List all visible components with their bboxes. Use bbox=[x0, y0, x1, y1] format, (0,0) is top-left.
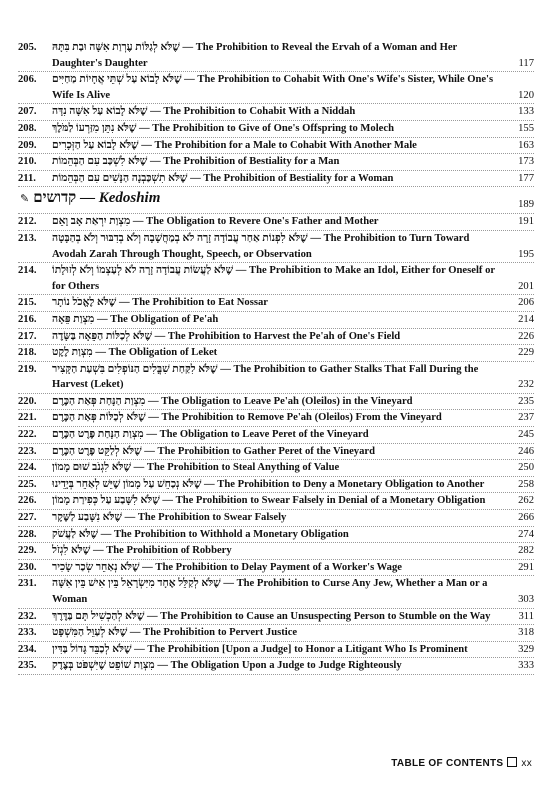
entry-text bbox=[52, 121, 498, 137]
entry-dash: — bbox=[184, 74, 195, 86]
entry-text bbox=[52, 171, 498, 187]
entry-dash: — bbox=[223, 578, 234, 590]
entry-text bbox=[52, 263, 498, 294]
toc-entry bbox=[18, 263, 534, 295]
entry-dash: — bbox=[95, 347, 106, 359]
entry-number: 214. bbox=[18, 265, 37, 277]
entry-page-number: 214 bbox=[518, 313, 534, 325]
entry-english: The Obligation of Pe'ah bbox=[110, 313, 219, 325]
entry-english: The Prohibition to Harvest the Pe'ah of One's Field bbox=[167, 330, 401, 342]
entry-number: 212. bbox=[18, 216, 37, 228]
entry-page-number: 250 bbox=[518, 462, 534, 474]
entry-dash: — bbox=[139, 122, 150, 134]
toc-entry bbox=[18, 40, 534, 72]
entry-number: 222. bbox=[18, 429, 37, 441]
entry-page-number: 232 bbox=[518, 379, 534, 391]
entry-number: 230. bbox=[18, 561, 37, 573]
entry-english: The Prohibition to Cohabit With One's Wife's Sister, While One's Wife Is Alive bbox=[52, 74, 494, 101]
entry-page-number: 163 bbox=[518, 139, 534, 151]
entry-dash: — bbox=[100, 528, 112, 540]
entry-number: 232. bbox=[18, 610, 37, 622]
entry-english: The Obligation of Leket bbox=[108, 347, 218, 359]
toc-entry bbox=[18, 625, 534, 642]
entry-hebrew: שֶׁלֹּא לְכַבֵּד גָּדוֹל בַּדִּין bbox=[52, 643, 132, 655]
entry-hebrew: שֶׁלֹּא נְאַחֵר שְׂכַר שָׂכִיר bbox=[52, 561, 140, 573]
entry-english: The Prohibition [Upon a Judge] to Honor a Litigant Who Is Prominent bbox=[147, 643, 468, 655]
entry-page-number: 266 bbox=[518, 512, 534, 524]
entry-text bbox=[52, 510, 498, 526]
entry-dash: — bbox=[310, 232, 321, 244]
entry-dash: — bbox=[144, 445, 155, 457]
entry-page-number: 311 bbox=[518, 610, 534, 622]
entry-number: 216. bbox=[18, 313, 37, 325]
running-footer bbox=[391, 757, 532, 769]
entry-english: The Prohibition to Cohabit With a Niddah bbox=[163, 106, 356, 118]
entry-hebrew: שֶׁלֹּא תִשְׁכַּבְנָה הַנָּשִׁים עִם הַבְּהֵמוֹת bbox=[52, 172, 188, 184]
toc-entry bbox=[18, 345, 534, 362]
entry-english: The Prohibition to Turn Toward Avodah Zarah Through Thought, Speech, or Observation bbox=[52, 232, 470, 260]
entry-text bbox=[52, 477, 498, 493]
entry-text bbox=[52, 625, 498, 641]
toc-entry bbox=[18, 658, 534, 675]
entry-text bbox=[52, 154, 498, 170]
entry-hebrew: שֶׁלֹּא לִשְׁכַּב עִם הַבְּהֵמוֹת bbox=[52, 156, 148, 168]
entry-text bbox=[52, 427, 498, 443]
entry-hebrew: מִצְוַת פֵּאָה bbox=[52, 313, 95, 325]
toc-entry bbox=[18, 642, 534, 659]
toc-entry bbox=[18, 231, 534, 263]
entry-hebrew: מִצְוַת שׁוֹפֵט שֶׁיִּשְׁפֹּט בְּצֶדֶק bbox=[52, 660, 155, 672]
toc-entry bbox=[18, 214, 534, 231]
entry-dash: — bbox=[133, 462, 145, 474]
entry-dash: — bbox=[235, 265, 247, 277]
entry-dash: — bbox=[204, 478, 215, 490]
entry-dash: — bbox=[141, 139, 152, 151]
entry-text bbox=[52, 345, 498, 361]
entry-number: 209. bbox=[18, 139, 37, 151]
section-dash: — bbox=[79, 190, 95, 207]
toc-entry bbox=[18, 295, 534, 312]
entry-number: 221. bbox=[18, 412, 37, 424]
entry-hebrew: שֶׁלֹּא לִפְנוֹת אַחַר עֲבוֹדָה זָרָה לֹא בְמַחֲשָׁבָה וְלֹא בְדִבּוּר וְלֹא בְהַבָּטָה bbox=[52, 232, 308, 244]
entry-english: The Prohibition to Gather Peret of the Vineyard bbox=[157, 445, 375, 457]
entry-dash: — bbox=[124, 512, 136, 524]
toc-entry bbox=[18, 410, 534, 427]
entry-text bbox=[52, 329, 498, 345]
entry-number: 225. bbox=[18, 478, 37, 490]
entry-hebrew: שֶׁלֹּא לְהַכְשִׁיל תָּם בַּדֶּרֶךְ bbox=[52, 610, 145, 622]
entry-list bbox=[18, 40, 534, 187]
entry-text bbox=[52, 72, 498, 103]
entry-hebrew: מִצְוַת הַנָּחַת פְּאַת הַכֶּרֶם bbox=[52, 395, 146, 407]
entry-text bbox=[52, 609, 498, 625]
entry-number: 213. bbox=[18, 232, 37, 244]
section-page-number: 189 bbox=[518, 199, 534, 211]
entry-number: 231. bbox=[18, 578, 37, 590]
entry-english: The Prohibition to Make an Idol, Either for Oneself or for Others bbox=[52, 265, 495, 292]
entry-page-number: 246 bbox=[518, 445, 534, 457]
entry-english: The Prohibition to Remove Pe'ah (Oleilos) From the Vineyard bbox=[161, 412, 442, 424]
toc-entry bbox=[18, 312, 534, 329]
entry-page-number: 329 bbox=[518, 643, 534, 655]
entry-page-number: 291 bbox=[518, 561, 534, 573]
toc-entry bbox=[18, 493, 534, 510]
toc-entry bbox=[18, 460, 534, 477]
entry-page-number: 282 bbox=[518, 545, 534, 557]
entry-text bbox=[52, 444, 498, 460]
entry-text bbox=[52, 543, 498, 559]
entry-english: The Prohibition to Delay Payment of a Worker's Wage bbox=[155, 561, 402, 573]
entry-hebrew: שֶׁלֹּא נִתֵּן מִזַּרְעוֹ לַמֹּלֶךְ bbox=[52, 122, 137, 134]
entry-page-number: 318 bbox=[518, 627, 534, 639]
entry-english: The Obligation to Leave Pe'ah (Oleilos) in the Vineyard bbox=[161, 395, 413, 407]
entry-number: 234. bbox=[18, 643, 37, 655]
entry-page-number: 229 bbox=[518, 347, 534, 359]
entry-number: 228. bbox=[18, 528, 37, 540]
scroll-icon: ✎ bbox=[20, 192, 30, 206]
entry-text bbox=[52, 527, 498, 543]
toc-entry bbox=[18, 444, 534, 461]
entry-page-number: 206 bbox=[518, 297, 534, 309]
entry-dash: — bbox=[129, 627, 141, 639]
toc-entry bbox=[18, 72, 534, 104]
entry-hebrew: שֶׁלֹּא לְכַלּוֹת הַפֵּאָה בַּשָּׂדֶה bbox=[52, 330, 153, 342]
entry-hebrew: מִצְוַת הַנָּחַת פֶּרֶט הַכֶּרֶם bbox=[52, 429, 144, 441]
entry-english: The Prohibition for a Male to Cohabit With Another Male bbox=[154, 139, 417, 151]
entry-english: The Prohibition to Withhold a Monetary Obligation bbox=[113, 528, 349, 540]
entry-hebrew: שֶׁלֹּא לְלַקֵּט פֶּרֶט הַכֶּרֶם bbox=[52, 445, 142, 457]
entry-page-number: 237 bbox=[518, 412, 534, 424]
entry-number: 235. bbox=[18, 660, 37, 672]
entry-page-number: 195 bbox=[518, 248, 534, 260]
entry-hebrew: שֶׁלֹּא לָבוֹא עַל הַזְּכָרִים bbox=[52, 139, 139, 151]
section-title-english: Kedoshim bbox=[98, 190, 161, 207]
entry-number: 211. bbox=[18, 172, 36, 184]
entry-dash: — bbox=[147, 610, 158, 622]
entry-dash: — bbox=[154, 330, 166, 342]
entry-text bbox=[52, 138, 498, 154]
entry-text bbox=[52, 231, 498, 262]
entry-english: The Obligation to Revere One's Father and Mother bbox=[146, 216, 379, 228]
toc-entry bbox=[18, 394, 534, 411]
entry-page-number: 333 bbox=[518, 660, 534, 672]
entry-number: 207. bbox=[18, 106, 37, 118]
section-heading bbox=[18, 187, 534, 214]
entry-english: The Prohibition to Swear Falsely in Denial of a Monetary Obligation bbox=[175, 495, 486, 507]
entry-hebrew: שֶׁלֹּא לִקַּחַת שִׁבֳּלִים הַנּוֹפְלִים בִּשְׁעַת הַקָּצִיר bbox=[52, 363, 218, 375]
entry-hebrew: שֶׁלֹּא לֶאֱכֹל נוֹתָר bbox=[52, 297, 117, 309]
entry-english: The Prohibition to Give of One's Offspring to Molech bbox=[152, 122, 394, 134]
entry-page-number: 262 bbox=[518, 495, 534, 507]
entry-text bbox=[52, 576, 498, 607]
entry-hebrew: שֶׁלֹּא לַעֲשׂוֹת עֲבוֹדָה זָרָה לֹא לְעַצְמוֹ וְלֹא לְזוּלָתוֹ bbox=[52, 265, 234, 277]
entry-hebrew: שֶׁלֹּא לְגַלּוֹת עֶרְוַת אִשָּׁה וּבַת בִּתָּהּ bbox=[52, 42, 180, 53]
entry-dash: — bbox=[147, 395, 159, 407]
entry-number: 206. bbox=[18, 74, 37, 86]
entry-english: The Prohibition to Cause an Unsuspecting Person to Stumble on the Way bbox=[160, 610, 491, 622]
entry-hebrew: שֶׁלֹּא נְכַחֵשׁ עַל מָמוֹן שֶׁיֵּשׁ לְאַחֵר בְּיָדֵינוּ bbox=[52, 478, 202, 490]
entry-text bbox=[52, 560, 498, 576]
entry-english: The Prohibition of Robbery bbox=[106, 545, 232, 557]
entry-text bbox=[52, 410, 498, 426]
entry-page-number: 201 bbox=[518, 280, 534, 292]
entry-hebrew: שֶׁלֹּא נִשָּׁבַע לַשֶּׁקֶר bbox=[52, 512, 122, 524]
entry-text bbox=[52, 362, 498, 393]
entry-dash: — bbox=[134, 643, 145, 655]
entry-text bbox=[52, 104, 498, 120]
entry-number: 210. bbox=[18, 156, 37, 168]
entry-english: The Prohibition to Swear Falsely bbox=[137, 512, 287, 524]
entry-page-number: 226 bbox=[518, 330, 534, 342]
entry-text bbox=[52, 295, 498, 311]
entry-english: The Prohibition to Gather Stalks That Fall During the Harvest (Leket) bbox=[52, 363, 479, 391]
entry-page-number: 303 bbox=[518, 594, 534, 605]
entry-hebrew: שֶׁלֹּא לָבוֹא עַל אִשָּׁה נִדָּה bbox=[52, 106, 148, 118]
entry-text bbox=[52, 40, 498, 71]
section-title-hebrew: קדושים bbox=[33, 190, 77, 207]
entry-hebrew: שֶׁלֹּא לְקַלֵּל אֶחָד מִיִּשְׂרָאֵל בֵּין אִישׁ בֵּין אִשָּׁה bbox=[52, 578, 221, 590]
entry-list bbox=[18, 214, 534, 675]
toc-entry bbox=[18, 154, 534, 171]
entry-english: The Obligation to Leave Peret of the Vineyard bbox=[159, 429, 369, 441]
toc-entry bbox=[18, 527, 534, 544]
entry-number: 215. bbox=[18, 297, 37, 309]
entry-text bbox=[52, 312, 498, 328]
entry-hebrew: שֶׁלֹּא לְכַלּוֹת פְּאַת הַכֶּרֶם bbox=[52, 412, 146, 424]
toc-entry bbox=[18, 477, 534, 494]
entry-dash: — bbox=[150, 106, 161, 118]
toc-entry bbox=[18, 543, 534, 560]
entry-hebrew: מִצְוַת יִרְאַת אָב וָאֵם bbox=[52, 216, 131, 228]
entry-number: 217. bbox=[18, 330, 37, 342]
table-of-contents bbox=[18, 40, 534, 675]
entry-dash: — bbox=[220, 363, 231, 375]
toc-entry bbox=[18, 427, 534, 444]
entry-number: 223. bbox=[18, 445, 37, 457]
entry-english: The Prohibition to Reveal the Ervah of a Woman and Her Daughter's Daughter bbox=[52, 42, 458, 69]
entry-number: 219. bbox=[18, 363, 37, 375]
entry-page-number: 173 bbox=[518, 156, 534, 168]
entry-dash: — bbox=[146, 429, 157, 441]
entry-number: 224. bbox=[18, 462, 37, 474]
entry-text bbox=[52, 460, 498, 476]
entry-dash: — bbox=[182, 42, 194, 53]
entry-english: The Prohibition to Deny a Monetary Obligation to Another bbox=[217, 478, 485, 490]
toc-entry bbox=[18, 510, 534, 527]
entry-number: 229. bbox=[18, 545, 37, 557]
entry-page-number: 235 bbox=[518, 395, 534, 407]
toc-entry bbox=[18, 171, 534, 188]
entry-page-number: 191 bbox=[518, 216, 534, 228]
entry-english: The Prohibition to Steal Anything of Value bbox=[146, 462, 340, 474]
entry-number: 220. bbox=[18, 395, 37, 407]
entry-english: The Prohibition to Pervert Justice bbox=[143, 627, 298, 639]
entry-text bbox=[52, 394, 498, 410]
entry-page-number: 245 bbox=[518, 429, 534, 441]
entry-page-number: 117 bbox=[518, 57, 534, 69]
toc-entry bbox=[18, 560, 534, 577]
entry-dash: — bbox=[142, 561, 153, 573]
entry-text bbox=[52, 214, 498, 230]
entry-dash: — bbox=[148, 412, 159, 424]
entry-number: 226. bbox=[18, 495, 37, 507]
entry-dash: — bbox=[92, 545, 104, 557]
entry-number: 227. bbox=[18, 512, 37, 524]
entry-hebrew: שֶׁלֹּא לִגְזֹל bbox=[52, 545, 91, 557]
entry-text bbox=[52, 493, 498, 509]
toc-entry bbox=[18, 576, 534, 608]
entry-english: The Prohibition to Curse Any Jew, Whether a Man or a Woman bbox=[52, 578, 488, 605]
toc-entry bbox=[18, 121, 534, 138]
entry-dash: — bbox=[118, 297, 130, 309]
entry-hebrew: שֶׁלֹּא לִשָּׁבַע עַל כְּפִירַת מָמוֹן bbox=[52, 495, 160, 507]
toc-entry bbox=[18, 609, 534, 626]
entry-page-number: 177 bbox=[518, 172, 534, 184]
entry-hebrew: שֶׁלֹּא לְעַוֵּל הַמִּשְׁפָּט bbox=[52, 627, 128, 639]
footer-label: TABLE OF CONTENTS bbox=[391, 758, 504, 769]
entry-hebrew: שֶׁלֹּא לִגְנֹב שׁוּם מָמוֹן bbox=[52, 462, 131, 474]
entry-dash: — bbox=[162, 495, 173, 507]
toc-entry bbox=[18, 104, 534, 121]
entry-dash: — bbox=[132, 216, 144, 228]
entry-page-number: 274 bbox=[518, 528, 534, 540]
entry-text bbox=[52, 658, 498, 674]
entry-hebrew: מִצְוַת לֶקֶט bbox=[52, 347, 93, 359]
toc-entry bbox=[18, 138, 534, 155]
entry-number: 205. bbox=[18, 42, 37, 53]
entry-english: The Obligation Upon a Judge to Judge Righteously bbox=[170, 660, 402, 672]
toc-entry bbox=[18, 329, 534, 346]
entry-number: 208. bbox=[18, 122, 37, 134]
entry-dash: — bbox=[190, 172, 201, 184]
entry-hebrew: שֶׁלֹּא לָבוֹא עַל שְׁתֵּי אֲחָיוֹת מַחַיִּים bbox=[52, 74, 182, 86]
entry-english: The Prohibition of Bestiality for a Man bbox=[163, 156, 340, 168]
entry-dash: — bbox=[157, 660, 168, 672]
entry-page-number: 133 bbox=[518, 106, 534, 118]
entry-dash: — bbox=[96, 313, 108, 325]
toc-entry bbox=[18, 362, 534, 394]
entry-page-number: 120 bbox=[518, 89, 534, 101]
entry-page-number: 155 bbox=[518, 122, 534, 134]
entry-english: The Prohibition to Eat Nossar bbox=[132, 297, 268, 309]
square-icon bbox=[507, 757, 517, 767]
entry-english: The Prohibition of Bestiality for a Woman bbox=[203, 172, 394, 184]
section-title bbox=[20, 190, 160, 207]
footer-page-number: xx bbox=[521, 758, 532, 769]
entry-number: 218. bbox=[18, 347, 37, 359]
entry-hebrew: שֶׁלֹּא לַעֲשֹׁק bbox=[52, 528, 99, 540]
entry-text bbox=[52, 642, 498, 658]
entry-dash: — bbox=[149, 156, 161, 168]
entry-number: 233. bbox=[18, 627, 37, 639]
entry-page-number: 258 bbox=[518, 478, 534, 490]
